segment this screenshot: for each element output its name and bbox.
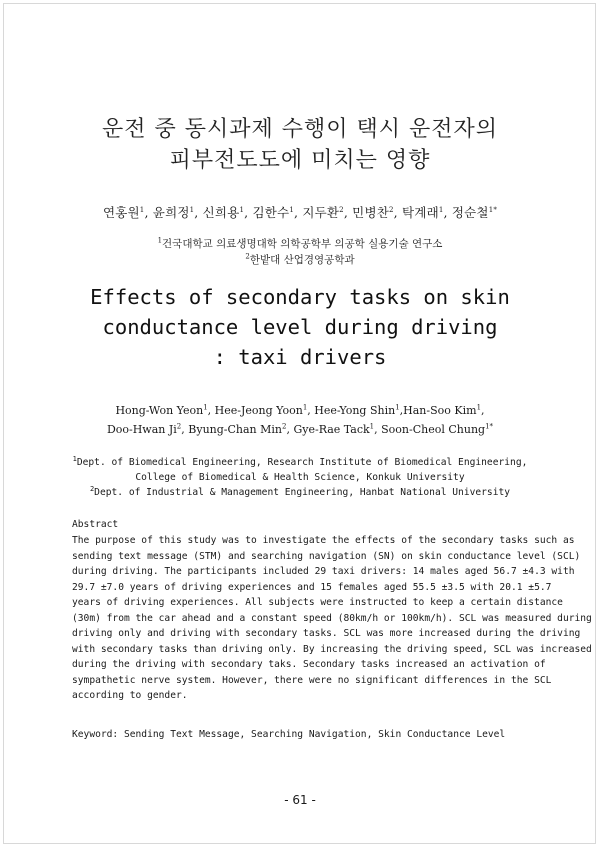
korean-author: 김한수$^1$: [252, 205, 294, 220]
korean-author: 지두환$^2$: [302, 205, 344, 220]
english-author: Hong-Won Yeon$^1$: [115, 403, 208, 417]
korean-author: 탁계래$^1$: [402, 205, 444, 220]
abstract-line: sending text message (STM) and searching navigation (SN) on skin conductance level (SCL): [72, 550, 581, 562]
english-affiliation-line-1: $^1$Dept. of Biomedical Engineering, Research Institute of Biomedical Engineering,: [72, 454, 528, 468]
korean-author: 신희용$^1$: [202, 205, 245, 220]
abstract-line: driving only and driving with secondary tasks. SCL was more increased during the driving: [72, 628, 581, 639]
english-author: Hee-Jeong Yoon$^1$: [214, 403, 308, 417]
abstract-line: according to gender.: [72, 690, 188, 701]
abstract-heading: Abstract: [72, 519, 119, 530]
abstract-body: [72, 533, 592, 704]
page-number: - 61 -: [284, 793, 316, 807]
keywords: Keyword: Sending Text Message, Searching Navigation, Skin Conductance Level: [72, 729, 506, 740]
english-author: Byung-Chan Min$^2$: [188, 422, 287, 436]
english-author: Gye-Rae Tack$^1$: [293, 422, 375, 436]
abstract-line: sympathetic nerve system. However, there were no significant differences in the SCL: [72, 674, 552, 686]
korean-author: 윤희정$^1$: [152, 205, 195, 220]
abstract-line: (30m) from the car ahead and a constant speed (80km/h or 100km/h). SCL was measured during: [72, 612, 592, 624]
english-authors-line-2: Doo-Hwan Ji$^2$, Byung-Chan Min$^2$, Gye-Rae Tack$^1$, Soon-Cheol Chung$^{1*}$: [106, 422, 494, 436]
english-author: Han-Soo Kim$^1$: [403, 403, 482, 417]
korean-authors: 연홍원$^1$, 윤희정$^1$, 신희용$^1$, 김한수$^1$, 지두환$^2$, 민병찬$^2$, 탁계래$^1$, 정순철$^{1*}$: [102, 205, 498, 220]
abstract-line: during the driving with secondary taks. Secondary tasks increased an activation of: [72, 659, 546, 670]
english-author: Soon-Cheol Chung$^{1*}$: [381, 422, 494, 436]
abstract-line: The purpose of this study was to investigate the effects of the secondary tasks such as: [72, 535, 575, 546]
korean-title-line-1: 운전 중 동시과제 수행이 택시 운전자의: [102, 117, 498, 142]
abstract-line: years of driving experiences. All subjects were instructed to keep a certain distance: [72, 597, 563, 608]
english-affiliation-line-2: College of Biomedical & Health Science, Konkuk University: [135, 472, 465, 483]
abstract-line: during driving. The participants included 29 taxi drivers: 14 males aged 56.7 ±4.3 with: [72, 566, 575, 577]
korean-title-line-2: 피부전도도에 미치는 영향: [169, 148, 431, 173]
korean-affiliation-2: $^2$한밭대 산업경영공학과: [245, 252, 355, 266]
korean-author: 정순철$^{1*}$: [451, 205, 498, 220]
abstract-line: with secondary tasks than driving only. By increasing the driving speed, SCL was increased: [72, 643, 592, 655]
korean-affiliation-1: $^1$건국대학교 의료생명대학 의학공학부 의공학 실용기술 연구소: [157, 236, 443, 250]
korean-author: 연홍원$^1$: [102, 205, 145, 220]
english-author: Doo-Hwan Ji$^2$: [106, 422, 182, 436]
english-title-line-3: : taxi drivers: [213, 345, 387, 369]
english-title-line-2: conductance level during driving: [102, 315, 498, 339]
english-authors-line-1: Hong-Won Yeon$^1$, Hee-Jeong Yoon$^1$, Hee-Yong Shin$^1$,Han-Soo Kim$^1$,: [115, 403, 485, 417]
english-title-line-1: Effects of secondary tasks on skin: [90, 285, 510, 309]
english-author: Hee-Yong Shin$^1$: [314, 403, 400, 417]
korean-author: 민병찬$^2$: [352, 205, 394, 220]
abstract-line: 29.7 ±7.0 years of driving experiences and 15 females aged 55.5 ±3.5 with 20.1 ±5.7: [72, 581, 552, 593]
english-affiliation-line-3: $^2$Dept. of Industrial & Management Engineering, Hanbat National University: [89, 484, 511, 498]
